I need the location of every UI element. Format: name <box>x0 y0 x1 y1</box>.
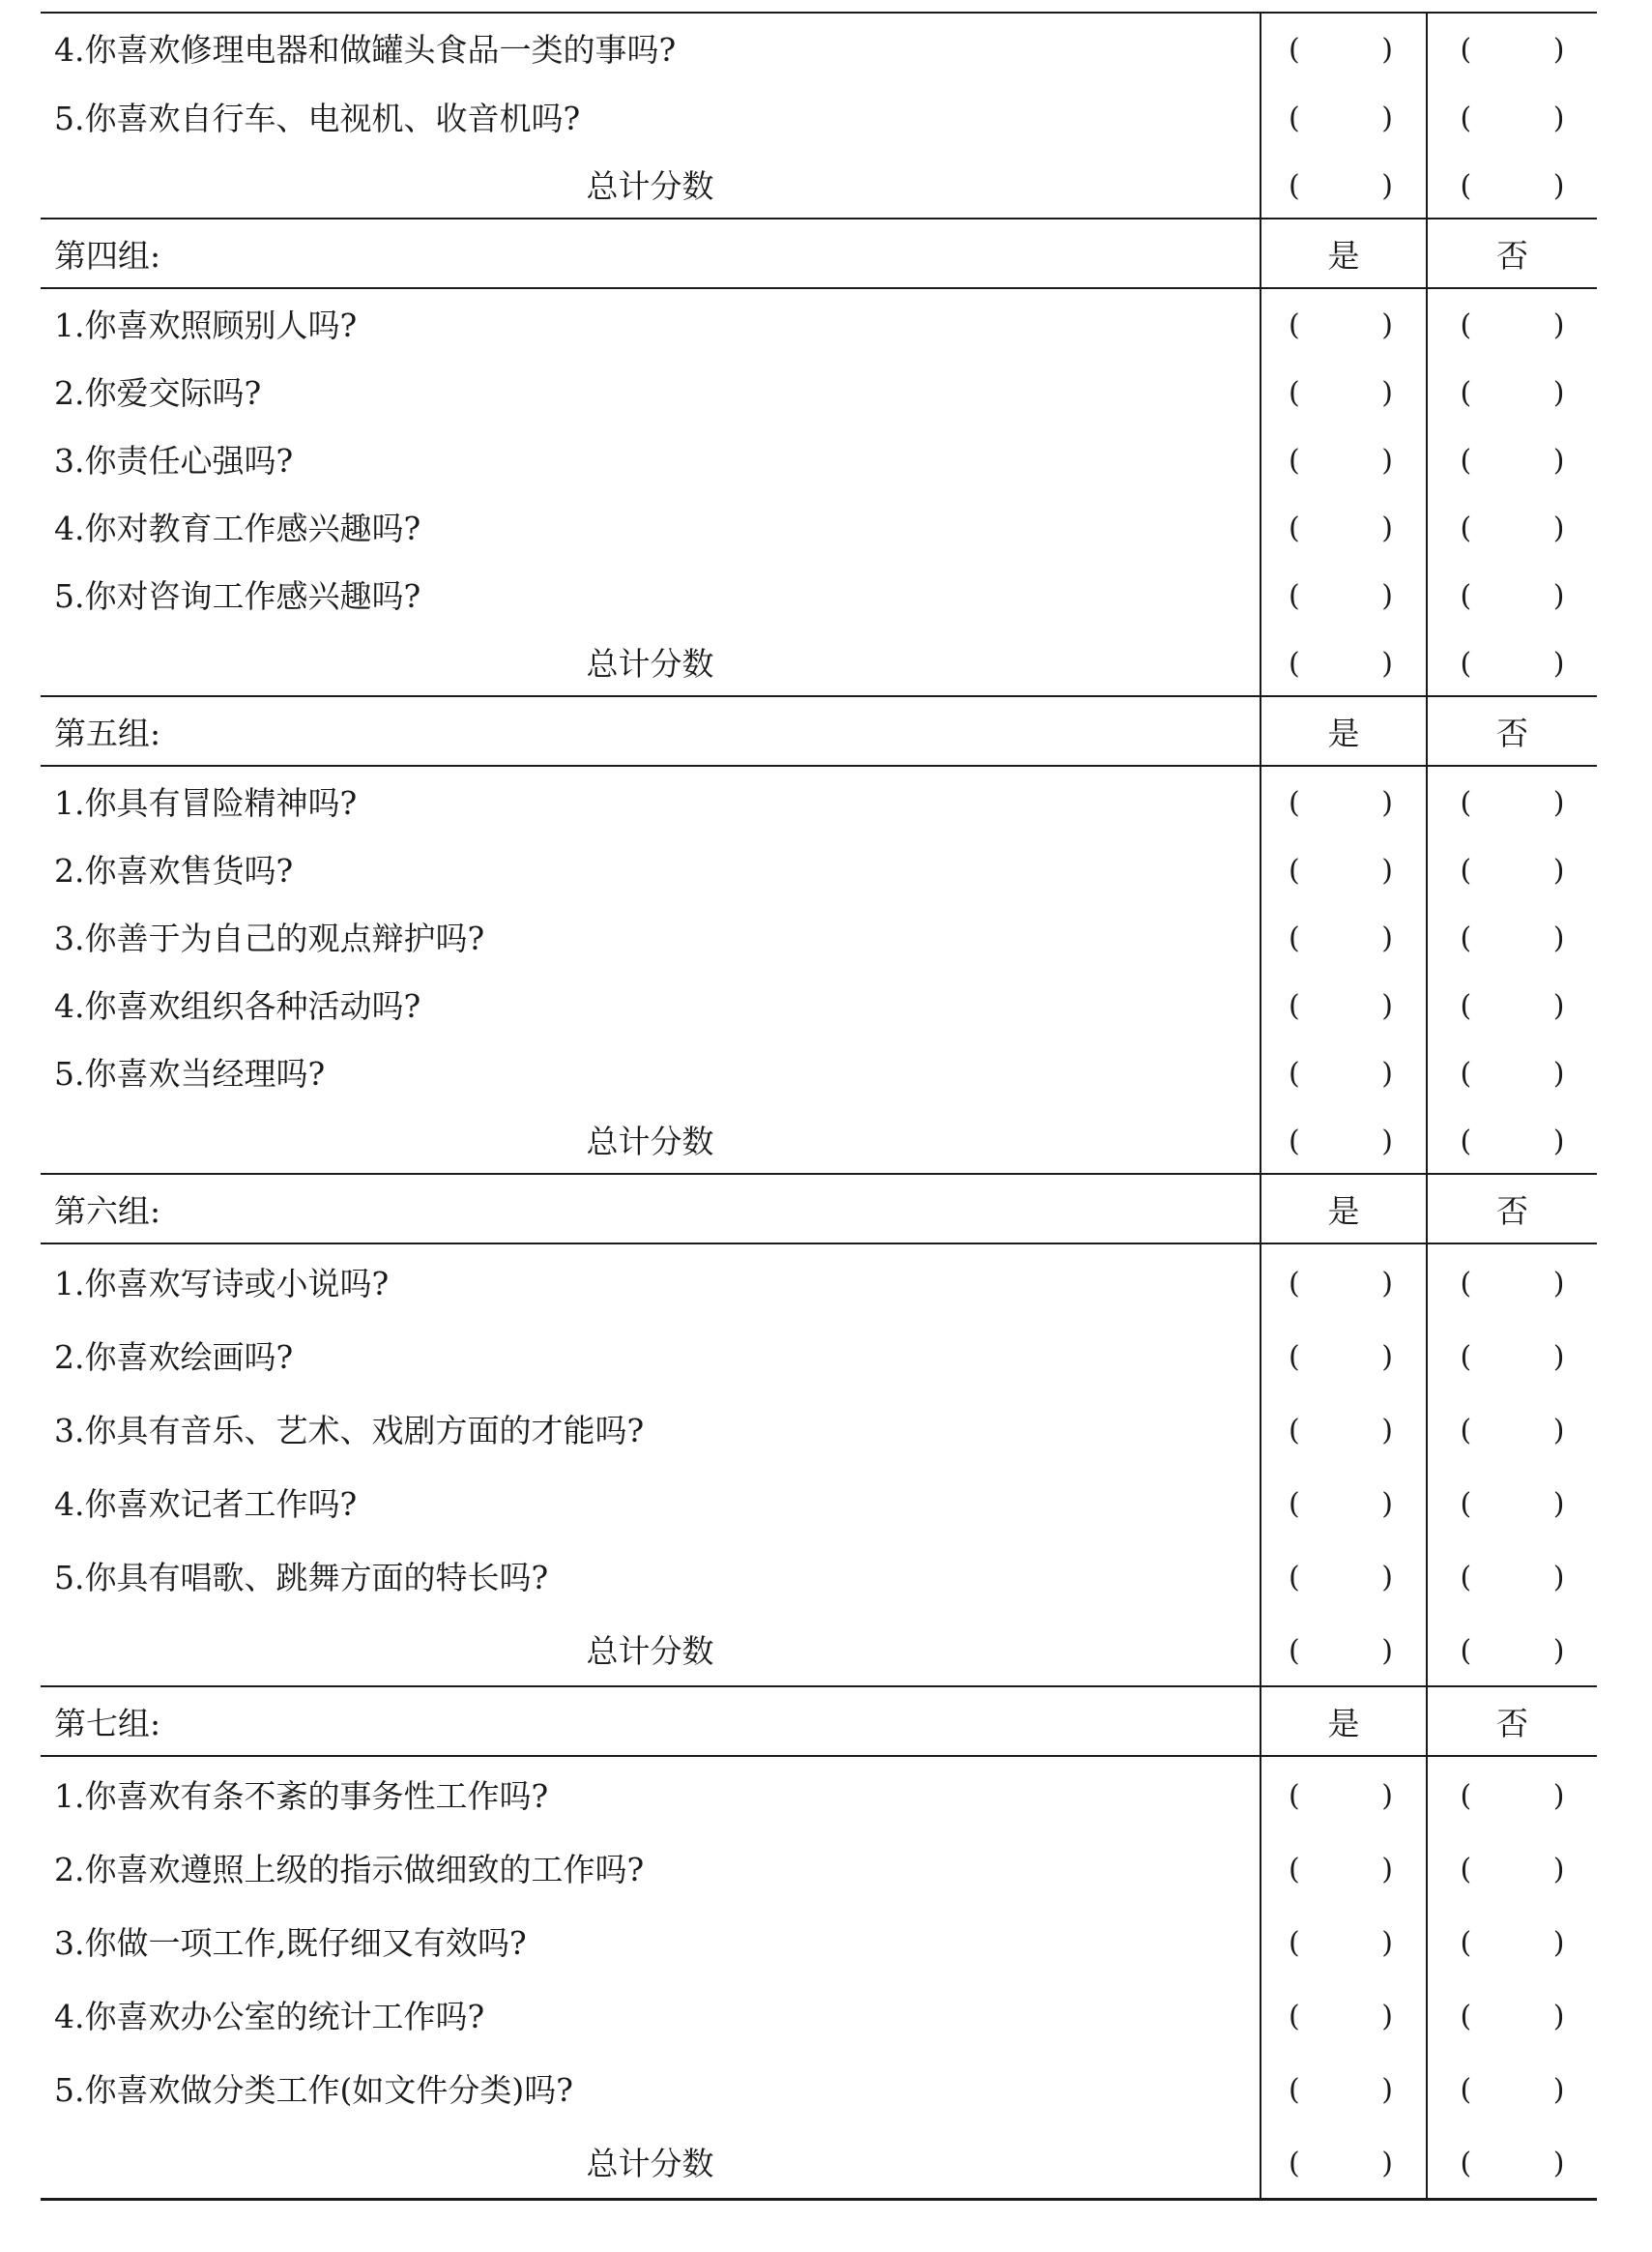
total-score-label: 总计分数 <box>41 2124 1261 2200</box>
close-paren: ) <box>1381 1266 1393 1301</box>
question-row <box>41 1977 1597 2051</box>
no-answer-blank[interactable] <box>1427 766 1597 834</box>
no-column-header: 否 <box>1427 1686 1597 1756</box>
yes-answer-blank[interactable] <box>1261 766 1427 834</box>
question-text: 4.你喜欢记者工作吗? <box>54 1484 358 1523</box>
paren-blank <box>1289 512 1393 545</box>
close-paren: ) <box>1552 988 1565 1023</box>
no-answer-blank[interactable] <box>1427 2051 1597 2124</box>
open-paren: ( <box>1289 1266 1300 1301</box>
open-paren: ( <box>1460 2072 1472 2107</box>
question-row <box>41 492 1597 560</box>
paren-blank <box>1289 1779 1393 1813</box>
question-text: 4.你喜欢组织各种活动吗? <box>54 986 421 1025</box>
paren-blank <box>1289 2073 1393 2107</box>
yes-answer-blank[interactable] <box>1261 150 1427 219</box>
question-row <box>41 766 1597 834</box>
paren-blank <box>1289 647 1393 681</box>
question-row <box>41 1243 1597 1318</box>
yes-column-header: 是 <box>1261 219 1427 288</box>
question-row <box>41 424 1597 492</box>
yes-column-header: 是 <box>1261 1686 1427 1756</box>
open-paren: ( <box>1289 1925 1300 1960</box>
close-paren: ) <box>1381 1925 1393 1960</box>
total-score-row <box>41 1612 1597 1686</box>
paren-blank <box>1461 1125 1565 1158</box>
paren-blank <box>1461 579 1565 613</box>
no-answer-blank[interactable] <box>1427 1465 1597 1538</box>
paren-blank <box>1289 1634 1393 1668</box>
paren-blank <box>1289 854 1393 888</box>
yes-answer-blank[interactable] <box>1261 1105 1427 1174</box>
open-paren: ( <box>1460 921 1472 955</box>
paren-blank <box>1461 1057 1565 1091</box>
yes-answer-blank[interactable] <box>1261 82 1427 150</box>
open-paren: ( <box>1289 853 1300 888</box>
paren-blank <box>1461 102 1565 135</box>
open-paren: ( <box>1460 511 1472 545</box>
no-answer-blank[interactable] <box>1427 1243 1597 1318</box>
total-score-row <box>41 1105 1597 1174</box>
questionnaire-body <box>41 13 1597 2200</box>
paren-blank <box>1461 1561 1565 1594</box>
open-paren: ( <box>1289 33 1300 67</box>
open-paren: ( <box>1289 168 1300 203</box>
open-paren: ( <box>1289 1124 1300 1158</box>
open-paren: ( <box>1289 1486 1300 1521</box>
question-row <box>41 560 1597 628</box>
paren-blank <box>1289 444 1393 478</box>
paren-blank <box>1289 102 1393 135</box>
open-paren: ( <box>1289 1778 1300 1813</box>
open-paren: ( <box>1460 375 1472 410</box>
question-text: 3.你做一项工作,既仔细又有效吗? <box>54 1923 527 1962</box>
close-paren: ) <box>1552 1925 1565 1960</box>
no-answer-blank[interactable] <box>1427 492 1597 560</box>
questionnaire-table <box>41 12 1597 2201</box>
no-answer-blank[interactable] <box>1427 1038 1597 1105</box>
group-header-row <box>41 1686 1597 1756</box>
no-answer-blank[interactable] <box>1427 628 1597 696</box>
question-row <box>41 834 1597 902</box>
yes-answer-blank[interactable] <box>1261 1612 1427 1686</box>
paren-blank <box>1461 647 1565 681</box>
paren-blank <box>1289 33 1393 67</box>
close-paren: ) <box>1381 1056 1393 1091</box>
no-answer-blank[interactable] <box>1427 1977 1597 2051</box>
close-paren: ) <box>1552 1266 1565 1301</box>
open-paren: ( <box>1460 988 1472 1023</box>
close-paren: ) <box>1381 921 1393 955</box>
question-text: 5.你具有唱歌、跳舞方面的特长吗? <box>54 1558 549 1596</box>
yes-answer-blank[interactable] <box>1261 1391 1427 1465</box>
close-paren: ) <box>1552 307 1565 342</box>
yes-answer-blank[interactable] <box>1261 834 1427 902</box>
open-paren: ( <box>1289 1560 1300 1594</box>
close-paren: ) <box>1552 646 1565 681</box>
close-paren: ) <box>1381 1778 1393 1813</box>
yes-answer-blank[interactable] <box>1261 1038 1427 1105</box>
open-paren: ( <box>1460 33 1472 67</box>
question-row <box>41 1318 1597 1391</box>
no-answer-blank[interactable] <box>1427 150 1597 219</box>
total-score-label: 总计分数 <box>586 1631 714 1670</box>
question-row <box>41 357 1597 424</box>
question-row <box>41 902 1597 970</box>
question-row <box>41 13 1597 82</box>
paren-blank <box>1289 2000 1393 2033</box>
no-answer-blank[interactable] <box>1427 1318 1597 1391</box>
open-paren: ( <box>1289 101 1300 135</box>
total-score-row <box>41 2124 1597 2200</box>
open-paren: ( <box>1460 1266 1472 1301</box>
no-answer-blank[interactable] <box>1427 560 1597 628</box>
close-paren: ) <box>1381 1852 1393 1886</box>
close-paren: ) <box>1552 511 1565 545</box>
open-paren: ( <box>1460 443 1472 478</box>
yes-answer-blank[interactable] <box>1261 902 1427 970</box>
open-paren: ( <box>1289 1056 1300 1091</box>
paren-blank <box>1289 1057 1393 1091</box>
no-answer-blank[interactable] <box>1427 834 1597 902</box>
close-paren: ) <box>1381 2072 1393 2107</box>
close-paren: ) <box>1381 1560 1393 1594</box>
close-paren: ) <box>1381 375 1393 410</box>
no-answer-blank[interactable] <box>1427 2124 1597 2200</box>
question-row <box>41 288 1597 357</box>
close-paren: ) <box>1381 443 1393 478</box>
no-answer-blank[interactable] <box>1427 424 1597 492</box>
no-answer-blank[interactable] <box>1427 1756 1597 1830</box>
no-column-header: 否 <box>1427 219 1597 288</box>
close-paren: ) <box>1381 988 1393 1023</box>
paren-blank <box>1289 1414 1393 1448</box>
question-row <box>41 82 1597 150</box>
paren-blank <box>1461 1267 1565 1301</box>
open-paren: ( <box>1289 443 1300 478</box>
open-paren: ( <box>1289 578 1300 613</box>
open-paren: ( <box>1460 578 1472 613</box>
no-answer-blank[interactable] <box>1427 902 1597 970</box>
question-text: 5.你喜欢自行车、电视机、收音机吗? <box>54 99 581 137</box>
question-text: 4.你对教育工作感兴趣吗? <box>54 509 421 547</box>
question-text: 4.你喜欢办公室的统计工作吗? <box>54 1997 485 2035</box>
yes-answer-blank[interactable] <box>1261 628 1427 696</box>
question-text: 2.你爱交际吗? <box>54 373 262 412</box>
yes-answer-blank[interactable] <box>1261 13 1427 82</box>
paren-blank <box>1289 2147 1393 2180</box>
close-paren: ) <box>1381 168 1393 203</box>
paren-blank <box>1461 1414 1565 1448</box>
total-score-label: 总计分数 <box>586 1122 714 1160</box>
close-paren: ) <box>1552 1778 1565 1813</box>
open-paren: ( <box>1460 1056 1472 1091</box>
open-paren: ( <box>1289 2072 1300 2107</box>
question-text: 3.你善于为自己的观点辩护吗? <box>54 919 485 957</box>
paren-blank <box>1289 1487 1393 1521</box>
open-paren: ( <box>1460 1925 1472 1960</box>
paren-blank <box>1461 376 1565 410</box>
open-paren: ( <box>1289 2146 1300 2180</box>
yes-answer-blank[interactable] <box>1261 1904 1427 1977</box>
question-row <box>41 1904 1597 1977</box>
paren-blank <box>1289 989 1393 1023</box>
close-paren: ) <box>1552 33 1565 67</box>
yes-column-header: 是 <box>1261 1174 1427 1243</box>
paren-blank <box>1461 2000 1565 2033</box>
open-paren: ( <box>1289 785 1300 820</box>
paren-blank <box>1289 1267 1393 1301</box>
paren-blank <box>1461 1487 1565 1521</box>
yes-answer-blank[interactable] <box>1261 970 1427 1038</box>
close-paren: ) <box>1552 168 1565 203</box>
group-title: 第七组: <box>41 1686 1261 1756</box>
yes-answer-blank[interactable] <box>1261 560 1427 628</box>
open-paren: ( <box>1289 988 1300 1023</box>
total-score-label: 总计分数 <box>586 644 714 683</box>
paren-blank <box>1289 579 1393 613</box>
open-paren: ( <box>1289 1999 1300 2033</box>
close-paren: ) <box>1552 443 1565 478</box>
questionnaire-sheet <box>41 12 1597 2201</box>
open-paren: ( <box>1460 1633 1472 1668</box>
paren-blank <box>1461 1926 1565 1960</box>
open-paren: ( <box>1289 1633 1300 1668</box>
open-paren: ( <box>1460 1560 1472 1594</box>
paren-blank <box>1289 1125 1393 1158</box>
close-paren: ) <box>1381 578 1393 613</box>
total-score-row <box>41 628 1597 696</box>
paren-blank <box>1461 512 1565 545</box>
paren-blank <box>1289 1561 1393 1594</box>
close-paren: ) <box>1552 853 1565 888</box>
question-row <box>41 1391 1597 1465</box>
paren-blank <box>1461 444 1565 478</box>
close-paren: ) <box>1552 1560 1565 1594</box>
open-paren: ( <box>1460 1852 1472 1886</box>
open-paren: ( <box>1460 168 1472 203</box>
open-paren: ( <box>1460 853 1472 888</box>
paren-blank <box>1461 786 1565 820</box>
close-paren: ) <box>1552 2146 1565 2180</box>
close-paren: ) <box>1552 921 1565 955</box>
close-paren: ) <box>1552 1852 1565 1886</box>
close-paren: ) <box>1552 1339 1565 1374</box>
yes-answer-blank[interactable] <box>1261 492 1427 560</box>
close-paren: ) <box>1552 2072 1565 2107</box>
question-text: 5.你对咨询工作感兴趣吗? <box>54 576 421 615</box>
paren-blank <box>1289 308 1393 342</box>
close-paren: ) <box>1381 101 1393 135</box>
yes-answer-blank[interactable] <box>1261 2051 1427 2124</box>
close-paren: ) <box>1552 785 1565 820</box>
no-answer-blank[interactable] <box>1427 1904 1597 1977</box>
paren-blank <box>1461 2147 1565 2180</box>
open-paren: ( <box>1289 921 1300 955</box>
open-paren: ( <box>1289 375 1300 410</box>
question-row <box>41 970 1597 1038</box>
close-paren: ) <box>1381 1124 1393 1158</box>
close-paren: ) <box>1381 1633 1393 1668</box>
open-paren: ( <box>1460 1999 1472 2033</box>
question-text: 2.你喜欢遵照上级的指示做细致的工作吗? <box>54 1850 645 1888</box>
close-paren: ) <box>1552 375 1565 410</box>
close-paren: ) <box>1381 1999 1393 2033</box>
question-text: 1.你喜欢有条不紊的事务性工作吗? <box>54 1776 549 1815</box>
no-answer-blank[interactable] <box>1427 1105 1597 1174</box>
yes-answer-blank[interactable] <box>1261 1318 1427 1391</box>
close-paren: ) <box>1381 1486 1393 1521</box>
paren-blank <box>1461 1340 1565 1374</box>
open-paren: ( <box>1460 785 1472 820</box>
total-score-row <box>41 150 1597 219</box>
open-paren: ( <box>1460 646 1472 681</box>
paren-blank <box>1461 921 1565 955</box>
group-header-row <box>41 219 1597 288</box>
open-paren: ( <box>1460 1778 1472 1813</box>
group-title: 第六组: <box>41 1174 1261 1243</box>
close-paren: ) <box>1381 511 1393 545</box>
close-paren: ) <box>1552 1633 1565 1668</box>
group-header-row <box>41 696 1597 766</box>
no-column-header: 否 <box>1427 696 1597 766</box>
close-paren: ) <box>1552 1056 1565 1091</box>
paren-blank <box>1289 169 1393 203</box>
open-paren: ( <box>1289 511 1300 545</box>
question-row <box>41 1756 1597 1830</box>
question-row <box>41 1038 1597 1105</box>
close-paren: ) <box>1381 785 1393 820</box>
open-paren: ( <box>1460 1339 1472 1374</box>
no-answer-blank[interactable] <box>1427 82 1597 150</box>
yes-answer-blank[interactable] <box>1261 1977 1427 2051</box>
close-paren: ) <box>1381 853 1393 888</box>
close-paren: ) <box>1381 2146 1393 2180</box>
open-paren: ( <box>1460 2146 1472 2180</box>
open-paren: ( <box>1289 307 1300 342</box>
paren-blank <box>1461 1779 1565 1813</box>
no-answer-blank[interactable] <box>1427 1391 1597 1465</box>
close-paren: ) <box>1552 1999 1565 2033</box>
question-text: 5.你喜欢做分类工作(如文件分类)吗? <box>54 2070 573 2109</box>
yes-answer-blank[interactable] <box>1261 424 1427 492</box>
question-text: 1.你喜欢照顾别人吗? <box>54 306 358 344</box>
open-paren: ( <box>1460 1486 1472 1521</box>
no-column-header: 否 <box>1427 1174 1597 1243</box>
paren-blank <box>1289 786 1393 820</box>
paren-blank <box>1461 2073 1565 2107</box>
paren-blank <box>1461 169 1565 203</box>
close-paren: ) <box>1381 1339 1393 1374</box>
question-text: 2.你喜欢绘画吗? <box>54 1337 294 1376</box>
yes-answer-blank[interactable] <box>1261 1830 1427 1904</box>
no-answer-blank[interactable] <box>1427 1538 1597 1612</box>
paren-blank <box>1461 33 1565 67</box>
open-paren: ( <box>1460 1124 1472 1158</box>
close-paren: ) <box>1381 307 1393 342</box>
paren-blank <box>1289 1926 1393 1960</box>
question-row <box>41 1830 1597 1904</box>
open-paren: ( <box>1289 1852 1300 1886</box>
paren-blank <box>1289 376 1393 410</box>
yes-answer-blank[interactable] <box>1261 288 1427 357</box>
paren-blank <box>1461 1634 1565 1668</box>
yes-column-header: 是 <box>1261 696 1427 766</box>
paren-blank <box>1461 854 1565 888</box>
question-text: 1.你喜欢写诗或小说吗? <box>54 1264 390 1302</box>
yes-answer-blank[interactable] <box>1261 1538 1427 1612</box>
close-paren: ) <box>1552 1413 1565 1448</box>
yes-answer-blank[interactable] <box>1261 1756 1427 1830</box>
question-text: 3.你责任心强吗? <box>54 441 294 480</box>
open-paren: ( <box>1289 1339 1300 1374</box>
question-row <box>41 1538 1597 1612</box>
yes-answer-blank[interactable] <box>1261 1243 1427 1318</box>
close-paren: ) <box>1381 1413 1393 1448</box>
question-row <box>41 1465 1597 1538</box>
question-text: 2.你喜欢售货吗? <box>54 851 294 890</box>
question-text: 4.你喜欢修理电器和做罐头食品一类的事吗? <box>41 13 1261 82</box>
close-paren: ) <box>1552 578 1565 613</box>
paren-blank <box>1289 1340 1393 1374</box>
paren-blank <box>1461 989 1565 1023</box>
no-answer-blank[interactable] <box>1427 288 1597 357</box>
open-paren: ( <box>1460 101 1472 135</box>
yes-answer-blank[interactable] <box>1261 357 1427 424</box>
no-answer-blank[interactable] <box>1427 13 1597 82</box>
total-score-label: 总计分数 <box>586 166 714 205</box>
paren-blank <box>1461 308 1565 342</box>
no-answer-blank[interactable] <box>1427 1612 1597 1686</box>
yes-answer-blank[interactable] <box>1261 1465 1427 1538</box>
open-paren: ( <box>1289 1413 1300 1448</box>
close-paren: ) <box>1381 33 1393 67</box>
group-title: 第四组: <box>41 219 1261 288</box>
close-paren: ) <box>1552 1124 1565 1158</box>
close-paren: ) <box>1552 101 1565 135</box>
group-header-row <box>41 1174 1597 1243</box>
no-answer-blank[interactable] <box>1427 357 1597 424</box>
yes-answer-blank[interactable] <box>1261 2124 1427 2200</box>
open-paren: ( <box>1460 307 1472 342</box>
question-row <box>41 2051 1597 2124</box>
paren-blank <box>1289 921 1393 955</box>
question-text: 3.你具有音乐、艺术、戏剧方面的才能吗? <box>54 1411 645 1449</box>
group-title: 第五组: <box>41 696 1261 766</box>
no-answer-blank[interactable] <box>1427 1830 1597 1904</box>
open-paren: ( <box>1289 646 1300 681</box>
open-paren: ( <box>1460 1413 1472 1448</box>
paren-blank <box>1289 1853 1393 1886</box>
question-text: 5.你喜欢当经理吗? <box>54 1054 326 1093</box>
close-paren: ) <box>1381 646 1393 681</box>
no-answer-blank[interactable] <box>1427 970 1597 1038</box>
question-text: 1.你具有冒险精神吗? <box>54 783 358 822</box>
paren-blank <box>1461 1853 1565 1886</box>
close-paren: ) <box>1552 1486 1565 1521</box>
